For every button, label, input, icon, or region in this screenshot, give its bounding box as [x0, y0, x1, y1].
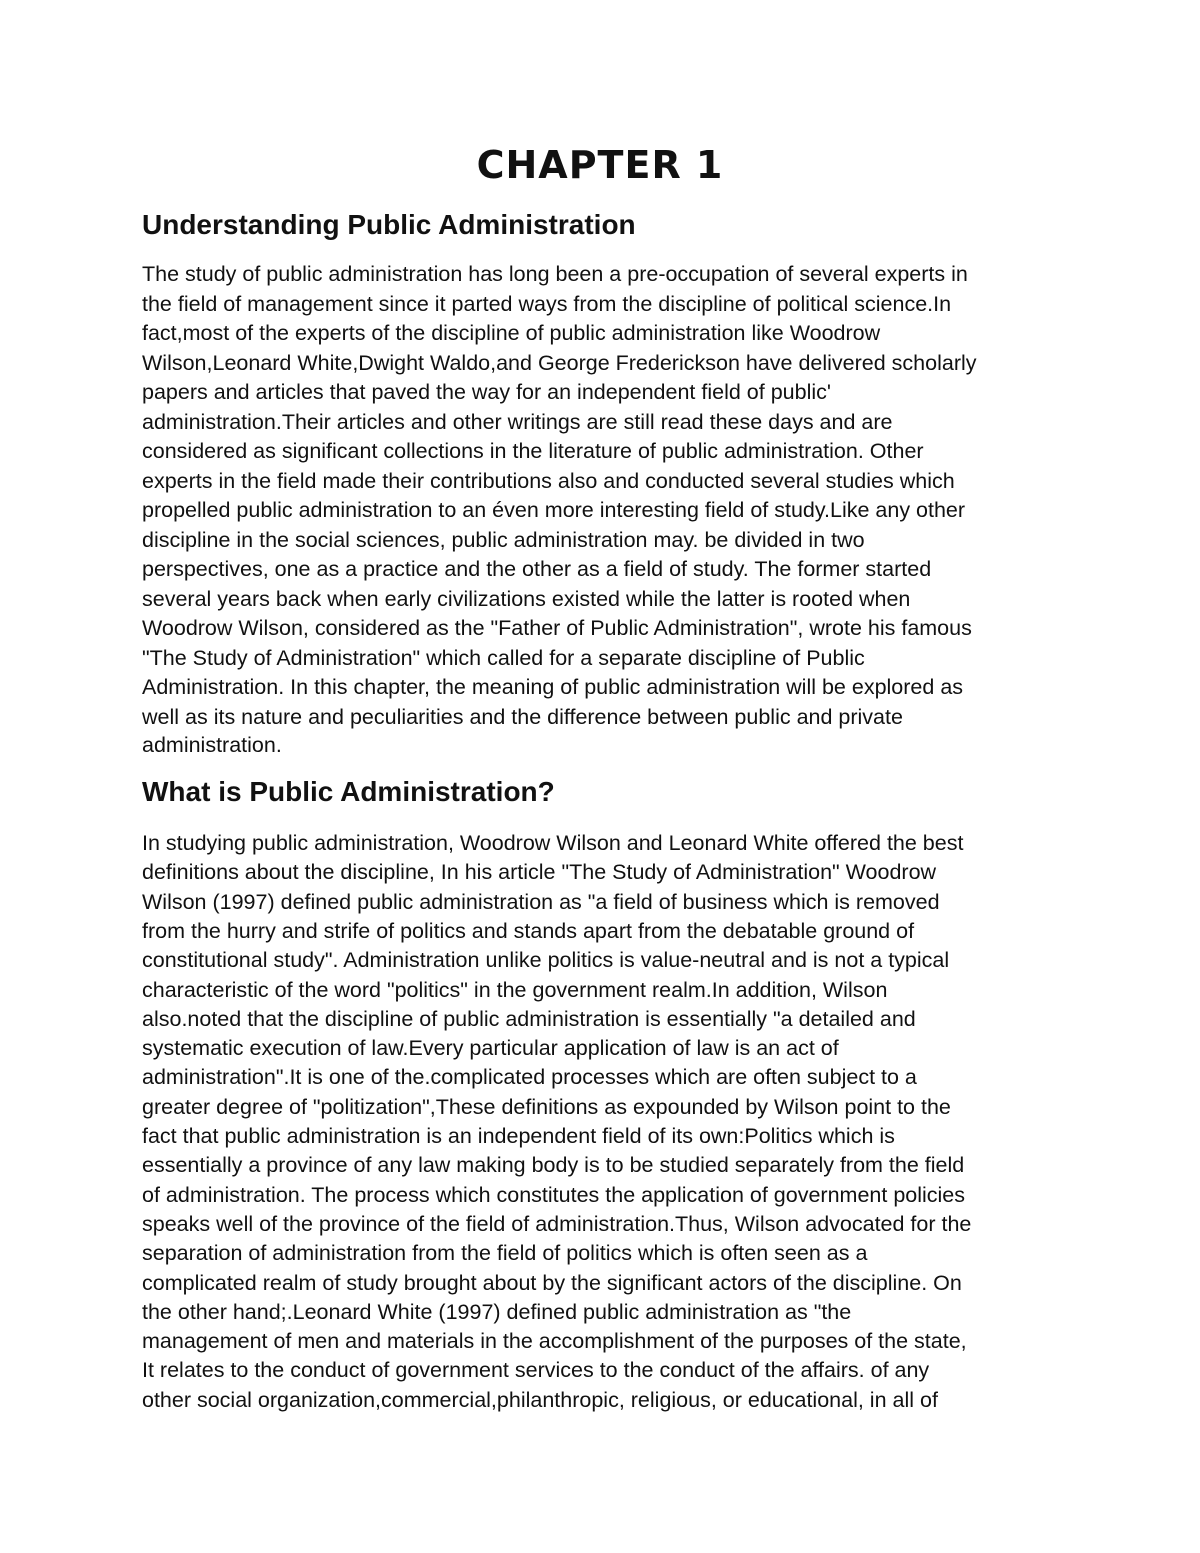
paragraph-line: considered as significant collections in the literature of public administration. Other: [142, 439, 924, 463]
paragraph-line: administration".It is one of the.complicated processes which are often subject to a: [142, 1065, 917, 1090]
paragraph-line: separation of administration from the field of politics which is often seen as a: [142, 1241, 868, 1266]
paragraph-line: the other hand;.Leonard White (1997) defined public administration as "the: [142, 1299, 852, 1324]
paragraph-line: systematic execution of law.Every particular application of law is an act of: [142, 1036, 839, 1061]
paragraph-line: Wilson,Leonard White,Dwight Waldo,and George Frederickson have delivered scholarly: [142, 350, 977, 375]
paragraph-line: of administration. The process which constitutes the application of government policies: [142, 1182, 966, 1207]
paragraph-line: essentially a province of any law making body is to be studied separately from the field: [142, 1153, 965, 1178]
paragraph-line: management of men and materials in the accomplishment of the purposes of the state,: [142, 1329, 967, 1354]
paragraph-line: discipline in the social sciences, public administration may. be divided in two: [142, 527, 865, 552]
paragraph-line: constitutional study". Administration unlike politics is value-neutral and is not a typical: [142, 948, 950, 973]
paragraph-line: administration.: [142, 733, 282, 757]
paragraph-line: complicated realm of study brought about by the significant actors of the discipline. On: [142, 1270, 962, 1295]
paragraph-line: The study of public administration has long been a pre-occupation of several experts in: [142, 262, 968, 286]
paragraph-line: speaks well of the province of the field of administration.Thus, Wilson advocated for the: [142, 1211, 972, 1236]
paragraph-line: from the hurry and strife of politics and stands apart from the debatable ground of: [142, 918, 915, 943]
paragraph-line: propelled public administration to an éven more interesting field of study.Like any other: [142, 498, 966, 522]
paragraph-line: experts in the field made their contributions also and conducted several studies which: [142, 468, 955, 493]
paragraph-line: Administration. In this chapter, the meaning of public administration will be explored as: [142, 675, 964, 699]
chapter-title: CHAPTER 1: [476, 143, 724, 187]
paragraph-line: Woodrow Wilson, considered as the "Father of Public Administration", wrote his famous: [142, 616, 972, 640]
paragraph-line: definitions about the discipline, In his article "The Study of Administration" Woodrow: [142, 860, 937, 885]
paragraph-line: "The Study of Administration" which called for a separate discipline of Public: [142, 645, 865, 670]
paragraph-line: other social organization,commercial,philanthropic, religious, or educational, in all of: [142, 1387, 938, 1412]
paragraph-line: the field of management since it parted ways from the discipline of political science.In: [142, 291, 952, 316]
paragraph-line: papers and articles that paved the way for an independent field of public': [142, 380, 831, 404]
paragraph-line: characteristic of the word "politics" in the government realm.In addition, Wilson: [142, 977, 888, 1002]
section-heading-understanding: Understanding Public Administration: [142, 209, 636, 240]
paragraph-line: In studying public administration, Woodrow Wilson and Leonard White offered the best: [142, 831, 964, 855]
paragraph-line: fact,most of the experts of the discipline of public administration like Woodrow: [142, 321, 881, 345]
paragraph-line: perspectives, one as a practice and the other as a field of study. The former started: [142, 557, 932, 581]
paragraph-line: Wilson (1997) defined public administration as "a field of business which is removed: [142, 889, 940, 914]
paragraph-line: greater degree of "politization",These definitions as expounded by Wilson point to the: [142, 1094, 951, 1119]
paragraph-line: also.noted that the discipline of public administration is essentially "a detailed and: [142, 1006, 916, 1031]
paragraph-line: It relates to the conduct of government services to the conduct of the affairs. of any: [142, 1358, 930, 1383]
paragraph-line: fact that public administration is an independent field of its own:Politics which is: [142, 1124, 895, 1148]
paragraph-line: well as its nature and peculiarities and the difference between public and private: [142, 704, 903, 729]
paragraph-line: several years back when early civilizations existed while the latter is rooted when: [142, 586, 911, 611]
paragraph-line: administration.Their articles and other writings are still read these days and are: [142, 409, 893, 434]
section-heading-what-is: What is Public Administration?: [142, 776, 555, 807]
